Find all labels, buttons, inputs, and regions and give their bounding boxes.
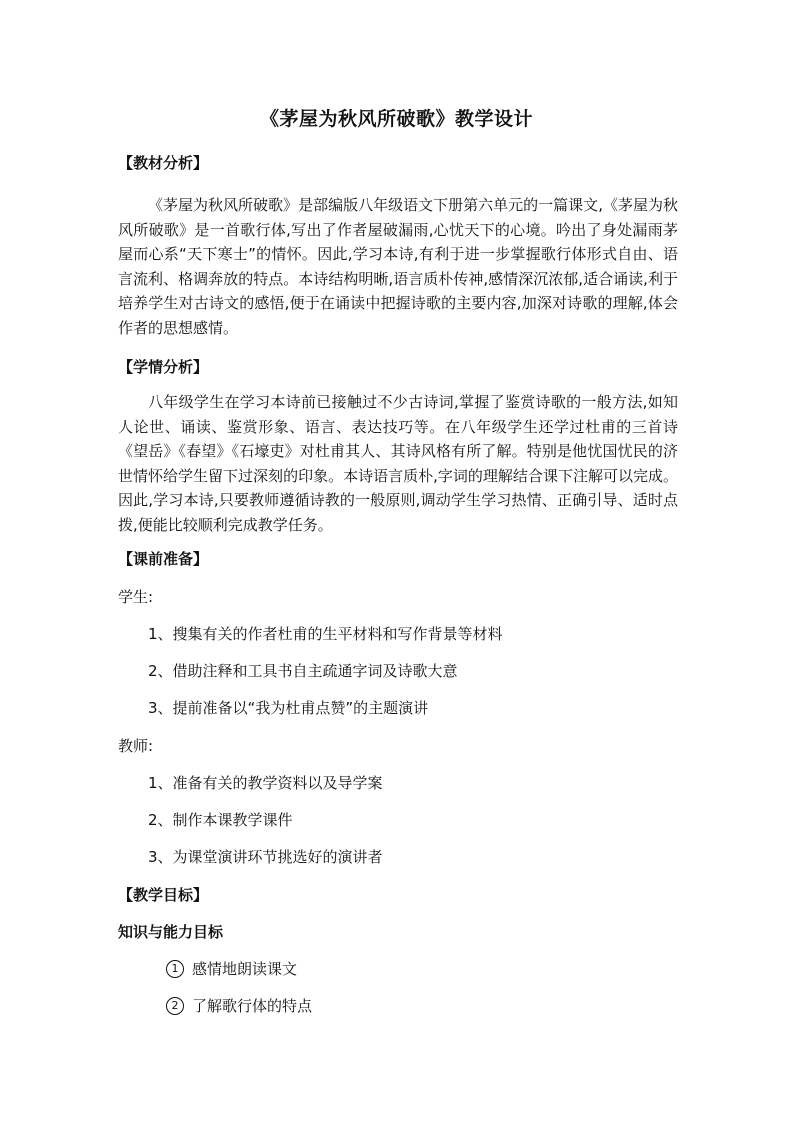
paragraph-material: 《茅屋为秋风所破歌》是部编版八年级语文下册第六单元的一篇课文,《茅屋为秋风所破歌》是一首歌行体,写出了作者屋破漏雨,心忧天下的心境。吟出了身处漏雨茅屋而心系“天下寒士”的情怀。因此,学习本诗,有利于进一步掌握歌行体形式自由、语言流利、格调奔放的特点。本诗结构明晰,语言质朴传神,感情深沉浓郁,适合诵读,利于培养学生对古诗文的感悟,便于在诵读中把握诗歌的主要内容,加深对诗歌的理解,体会作者的思想感情。	[118, 196, 678, 337]
section-heading-prep: 【课前准备】	[118, 550, 209, 568]
section-heading-material: 【教材分析】	[118, 154, 209, 172]
teacher-label: 教师:	[118, 737, 154, 755]
student-item-3: 3、提前准备以“我为杜甫点赞”的主题演讲	[148, 699, 429, 717]
student-item-2: 2、借助注释和工具书自主疏通字词及诗歌大意	[148, 662, 458, 680]
teacher-item-1: 1、准备有关的教学资料以及导学案	[148, 774, 383, 792]
goal-item-2	[166, 995, 312, 1016]
section-heading-students: 【学情分析】	[118, 358, 209, 376]
student-item-1: 1、搜集有关的作者杜甫的生平材料和写作背景等材料	[148, 625, 503, 643]
section-heading-goals: 【教学目标】	[118, 886, 209, 904]
goal-item-text: 感情地朗读课文	[192, 960, 298, 978]
circled-number: 2	[166, 997, 184, 1015]
teacher-item-2: 2、制作本课教学课件	[148, 811, 293, 829]
student-label: 学生:	[118, 588, 154, 606]
goal-item-text: 了解歌行体的特点	[192, 997, 313, 1015]
paragraph-students: 八年级学生在学习本诗前已接触过不少古诗词,掌握了鉴赏诗歌的一般方法,如知人论世、诵读、鉴赏形象、语言、表达技巧等。在八年级学生还学过杜甫的三首诗《望岳》《春望》《石壕吏》对杜甫其人、其诗风格有所了解。特别是他忧国忧民的济世情怀给学生留下过深刻的印象。本诗语言质朴,字词的理解结合课下注解可以完成。因此,学习本诗,只要教师遵循诗教的一般原则,调动学生学习热情、正确引导、适时点拨,便能比较顺利完成教学任务。	[118, 393, 678, 534]
circled-number: 1	[166, 960, 184, 978]
goal-item-1	[166, 958, 297, 979]
teacher-item-3: 3、为课堂演讲环节挑选好的演讲者	[148, 848, 383, 866]
document-title: 《茅屋为秋风所破歌》教学设计	[259, 108, 533, 130]
goals-subheading: 知识与能力目标	[118, 923, 224, 941]
